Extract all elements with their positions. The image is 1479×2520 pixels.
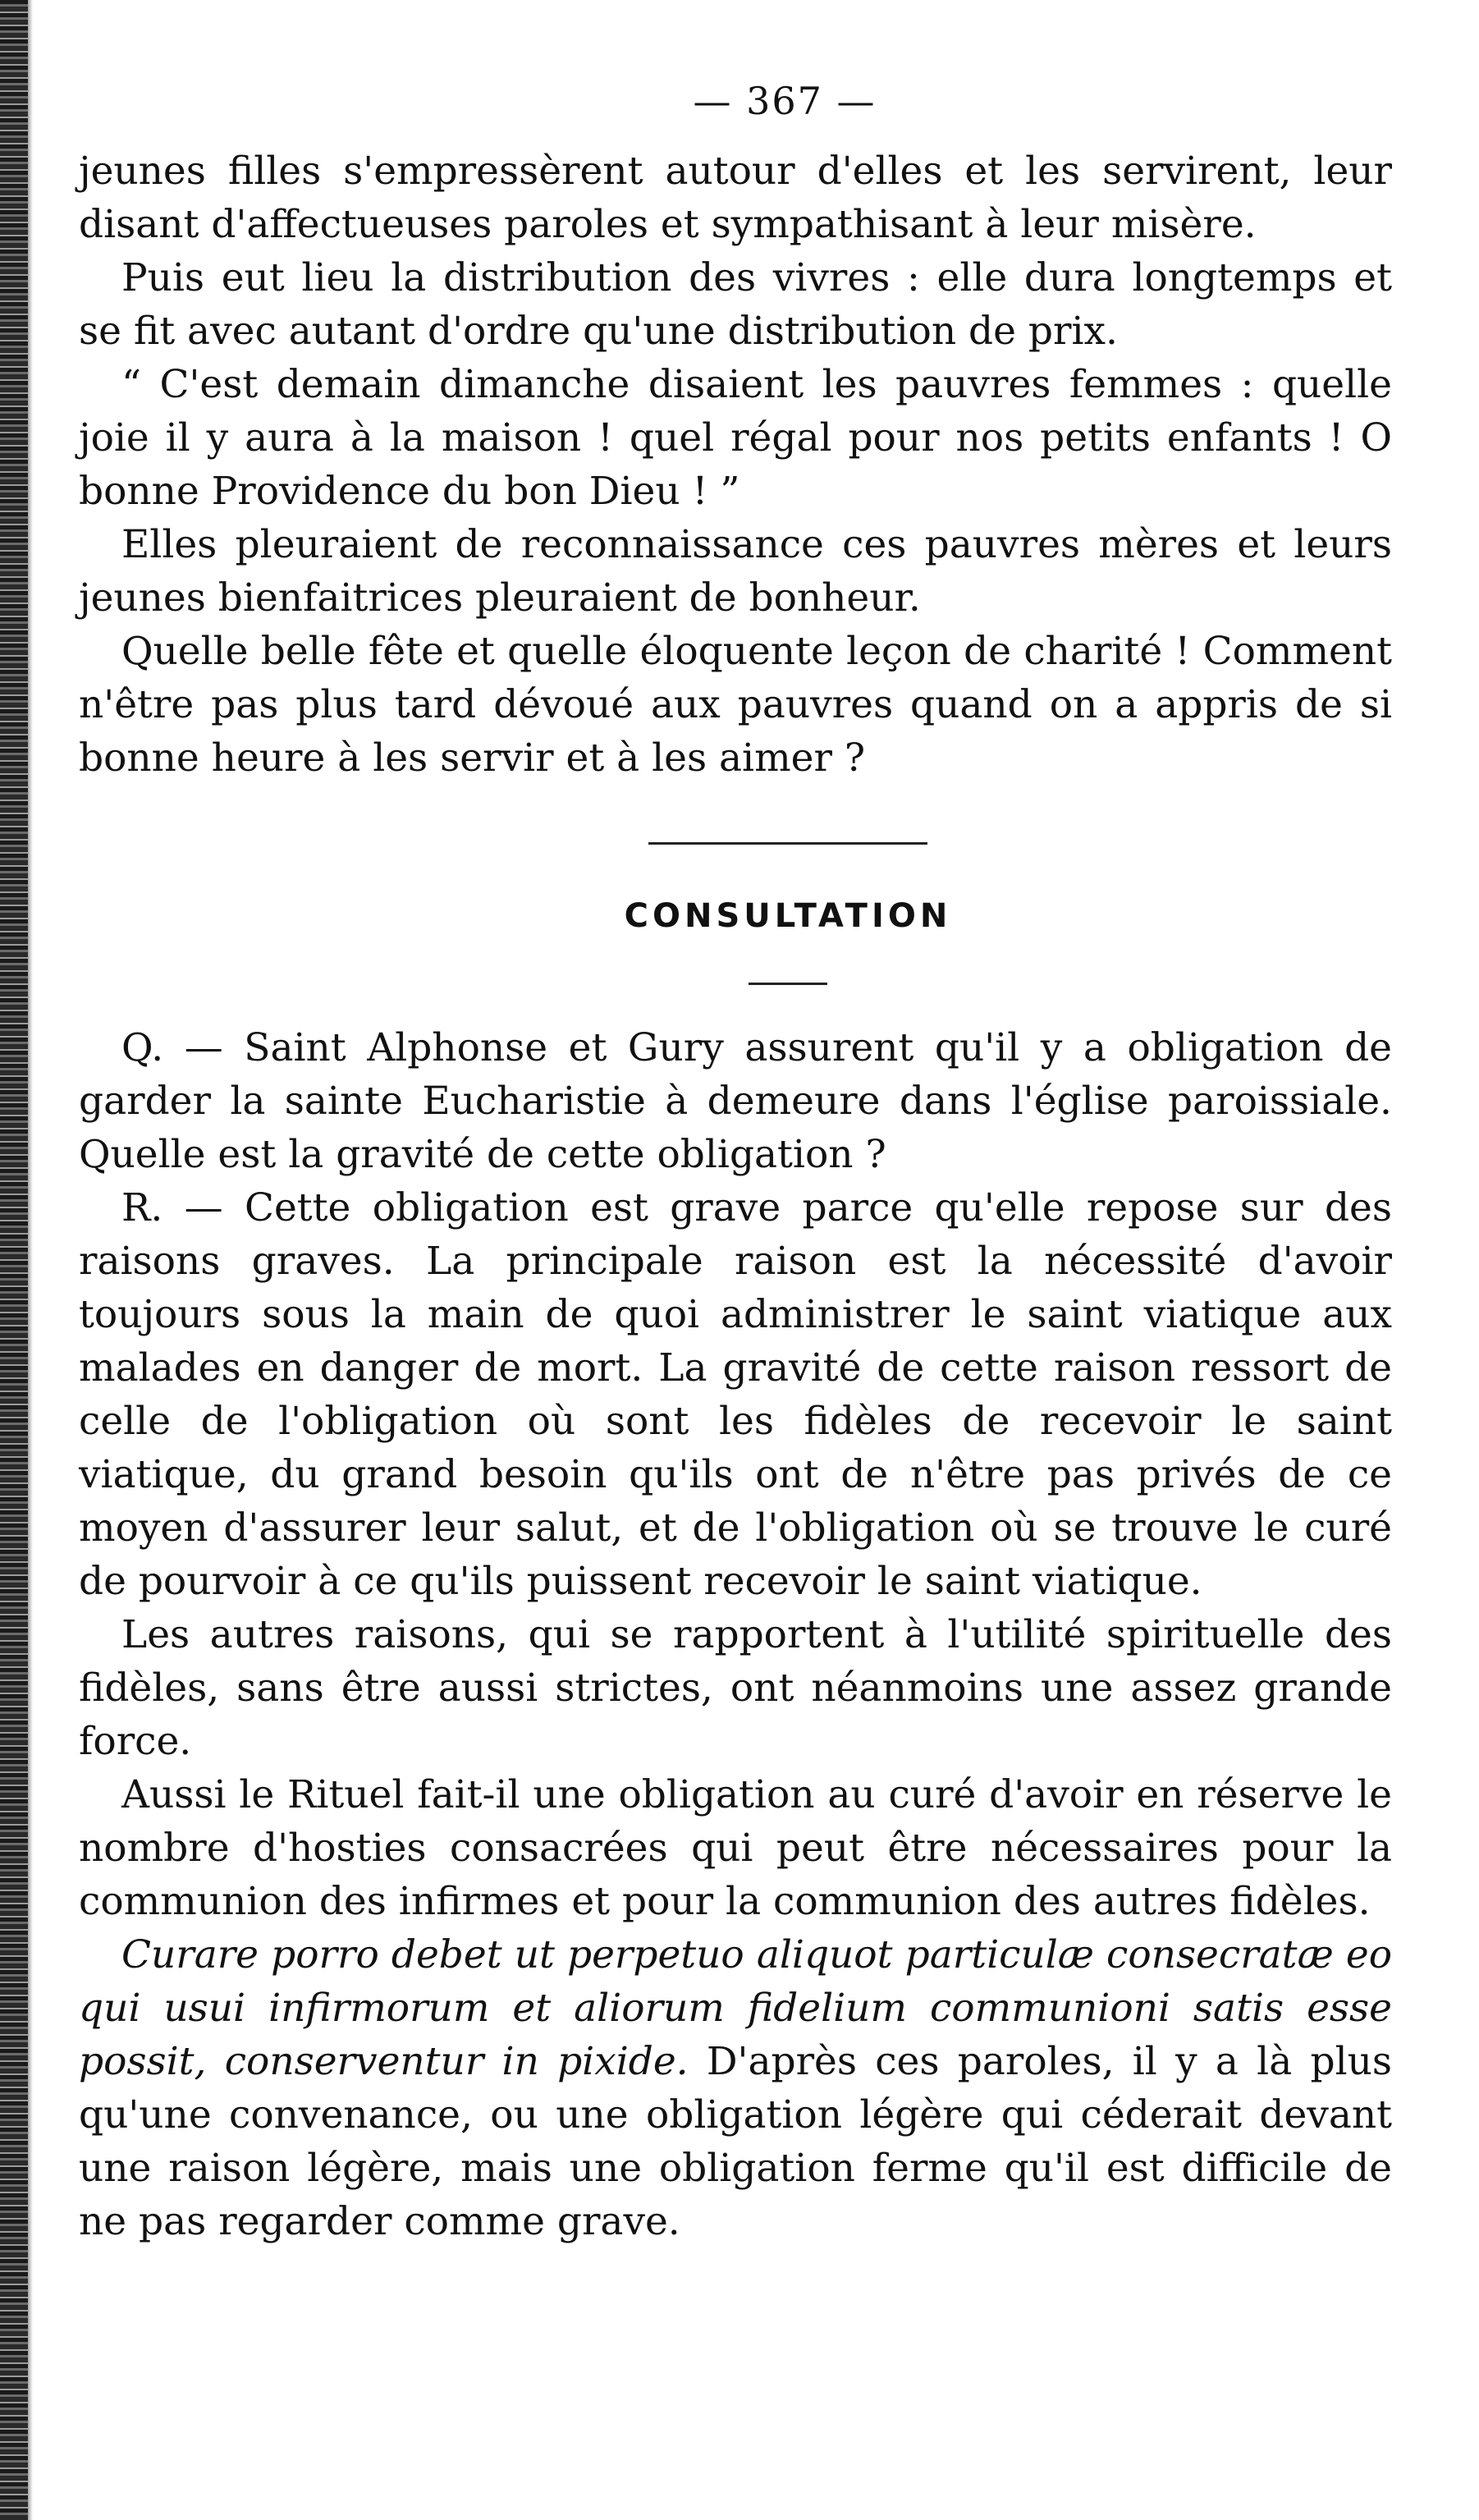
paragraph: Elles pleuraient de reconnaissance ces pauvres mères et leurs jeunes bienfaitrices pleuraient de bonheur.	[79, 522, 1392, 621]
section-divider-rule	[648, 842, 927, 845]
answer-paragraph: R. — Cette obligation est grave parce qu'elle repose sur des raisons graves. La principale raison est la nécessité d'avoir toujours sous la main de quoi administrer le saint viatique aux malades en danger de mort. La gravité de cette raison ressort de celle de l'obligation où sont les fidèles de recevoir le saint viatique, du grand besoin qu'ils ont de n'être pas privés de ce moyen d'assurer leur salut, et de l'obligation où se trouve le curé de pourvoir à ce qu'ils puissent recevoir le saint viatique.	[79, 1185, 1392, 1604]
paragraph: Les autres raisons, qui se rapportent à l'utilité spirituelle des fidèles, sans être aussi strictes, ont néanmoins une assez grande force.	[79, 1612, 1392, 1764]
closing-text: D'après ces paroles, il y a là plus qu'une convenance, ou une obligation légère qui céderait devant une raison légère, mais une obligation ferme qu'il est difficile de ne pas regarder comme grave.	[79, 2039, 1392, 2244]
paragraph: “ C'est demain dimanche disaient les pauvres femmes : quelle joie il y aura à la maison ! quel régal pour nos petits enfants ! O bonne Providence du bon Dieu ! ”	[79, 362, 1392, 514]
paragraph: Puis eut lieu la distribution des vivres : elle dura longtemps et se fit avec autant d'ordre qu'une distribution de prix.	[79, 255, 1392, 354]
paragraph: Quelle belle fête et quelle éloquente leçon de charité ! Comment n'être pas plus tard dévoué aux pauvres quand on a appris de si bonne heure à les servir et à les aimer ?	[79, 629, 1392, 781]
paragraph: jeunes filles s'empressèrent autour d'elles et les servirent, leur disant d'affectueuses paroles et sympathisant à leur misère.	[79, 149, 1392, 247]
heading-underline-rule	[749, 983, 827, 985]
latin-quote: Curare porro debet ut perpetuo aliquot particulæ consecratæ eo qui usui infirmorum et aliorum fidelium communioni satis esse possit, conserventur in pixide.	[79, 1932, 1392, 2084]
section-title: CONSULTATION	[624, 897, 952, 935]
latin-quote-paragraph	[79, 1928, 1392, 2248]
page-number: — 367 —	[693, 79, 877, 123]
paragraph: Aussi le Rituel fait-il une obligation au curé d'avoir en réserve le nombre d'hosties consacrées qui peut être nécessaires pour la communion des infirmes et pour la communion des autres fidèles.	[79, 1772, 1392, 1924]
book-binding-edge	[0, 0, 28, 2520]
question-paragraph: Q. — Saint Alphonse et Gury assurent qu'il y a obligation de garder la sainte Eucharistie à demeure dans l'église paroissiale. Quelle est la gravité de cette obligation ?	[79, 1025, 1392, 1177]
page-body	[79, 79, 1392, 2248]
